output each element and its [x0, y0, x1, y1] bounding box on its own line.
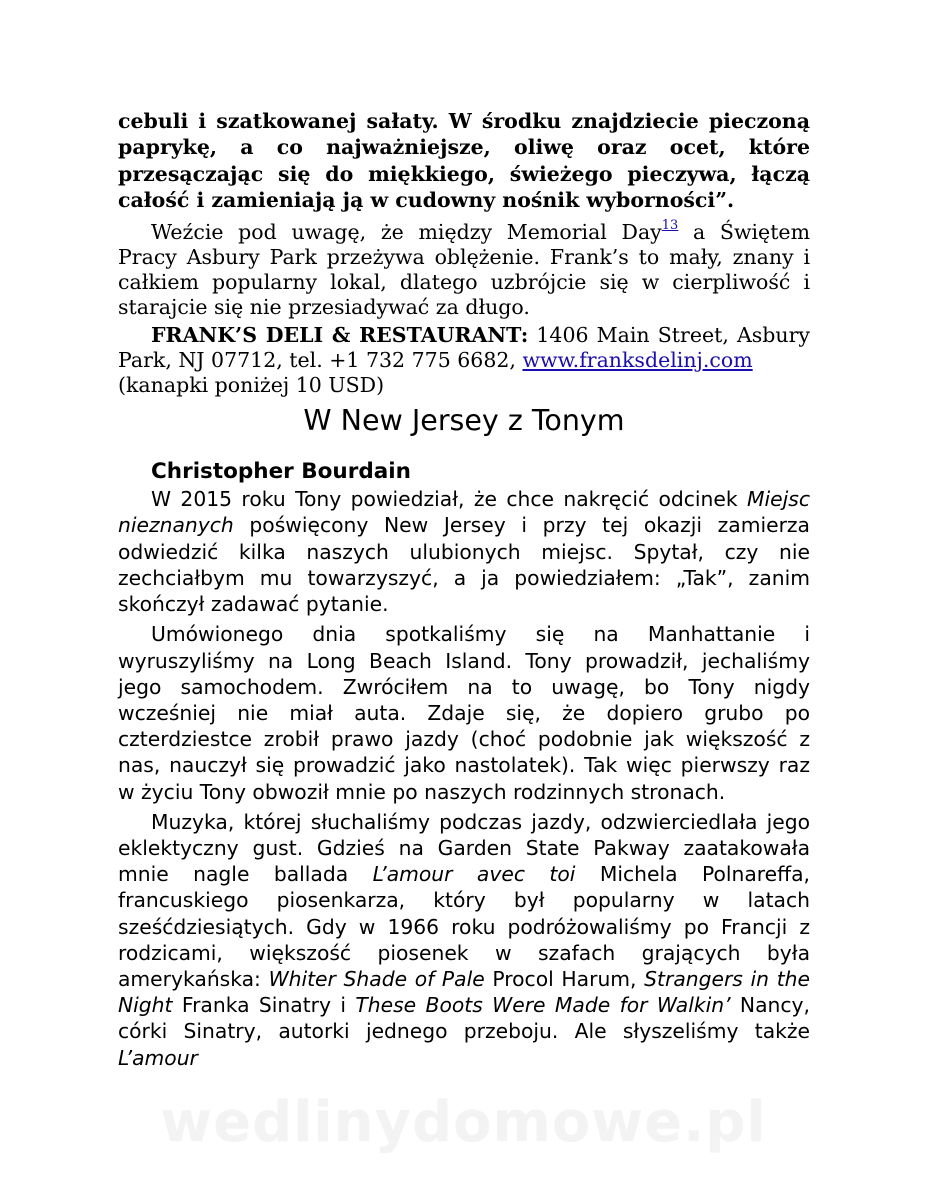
body-paragraph-3	[118, 809, 810, 1071]
p1-text-c: poświęcony New Jersey i przy tej okazji zamierza odwiedzić kilka naszych ulubionych miejsc. Spytał, czy nie zechciałbym mu towarzyszyć, a ja powiedziałem: „Tak”, zanim skończył zadawać pytanie.	[118, 513, 810, 617]
p3-text-a: Muzyka, której słuchaliśmy podczas jazdy, odzwierciedlała jego eklektyczny gust. Gdzieś na Garden State Pakway zaatakowała mnie nagle ballada	[118, 809, 810, 887]
memorial-text-start: Weźcie pod uwagę, że między Memorial Day	[151, 220, 662, 245]
p3-italic-song-4: These Boots Were Made for Walkin’	[355, 993, 731, 1018]
memorial-day-paragraph	[118, 220, 810, 320]
watermark: wedlinydomowe.pl	[160, 1090, 767, 1155]
memorial-text-end: a Świętem Pracy Asbury Park przeżywa oblężenie. Frank’s to mały, znany i całkiem popularny lokal, dlatego uzbrójcie się w cierpliwość i starajcie się nie przesiadywać za długo.	[118, 220, 811, 320]
restaurant-name: FRANK’S DELI & RESTAURANT:	[151, 323, 529, 348]
body-paragraph-1	[118, 486, 810, 617]
restaurant-address: 1406 Main Street, Asbury Park, NJ 07712, tel. +1 732 775 6682,	[118, 323, 810, 373]
footnote-link[interactable]: 13	[661, 218, 679, 234]
p3-italic-song-1: L’amour avec toi	[372, 862, 576, 887]
p3-italic-song-3: Strangers in the Night	[118, 966, 810, 1018]
restaurant-info	[118, 323, 810, 398]
quote-paragraph: cebuli i szatkowanej sałaty. W środku znajdziecie pieczoną paprykę, a co najważniejsze, oliwę oraz ocet, które przesączając się do miękkiego, świeżego pieczywa, łączą całość i zamieniają ją w cudowny nośnik wyborności”.	[118, 109, 810, 212]
page-content	[118, 108, 810, 1071]
body-paragraph-2: Umówionego dnia spotkaliśmy się na Manhattanie i wyruszyliśmy na Long Beach Island. Tony prowadził, jechaliśmy jego samochodem. Zwróciłem na to uwagę, bo Tony nigdy wcześniej nie miał auta. Zdaje się, że dopiero grubo po czterdziestce zrobił prawo jazdy (choć podobnie jak większość z nas, nauczył się prowadzić jako nastolatek). Tak więc pierwszy raz w życiu Tony obwoził mnie po naszych rodzinnych stronach.	[118, 622, 810, 804]
p3-text-i: Nancy, córki Sinatry, autorki jednego przeboju. Ale słyszeliśmy także	[118, 993, 810, 1044]
p3-text-c: Michela Polnareffa, francuskiego piosenkarza, który był popularny w latach sześćdziesiątych. Gdy w 1966 roku podróżowaliśmy po Francji z rodzicami, większość piosenek w szafach grających była amerykańska:	[118, 862, 810, 991]
p1-italic-title: Miejsc nieznanych	[118, 487, 810, 538]
p3-text-g: Franka Sinatry i	[172, 993, 356, 1018]
p3-italic-song-5: L’amour	[118, 1045, 198, 1070]
restaurant-price: (kanapki poniżej 10 USD)	[118, 373, 385, 398]
p1-text-a: W 2015 roku Tony powiedział, że chce nakręcić odcinek	[151, 487, 748, 512]
p3-text-e: Procol Harum,	[484, 966, 645, 991]
chapter-author: Christopher Bourdain	[151, 459, 411, 485]
chapter-title: W New Jersey z Tonym	[303, 404, 625, 438]
p3-italic-song-2: Whiter Shade of Pale	[268, 966, 485, 991]
restaurant-website-link[interactable]: www.franksdelinj.com	[522, 348, 753, 373]
